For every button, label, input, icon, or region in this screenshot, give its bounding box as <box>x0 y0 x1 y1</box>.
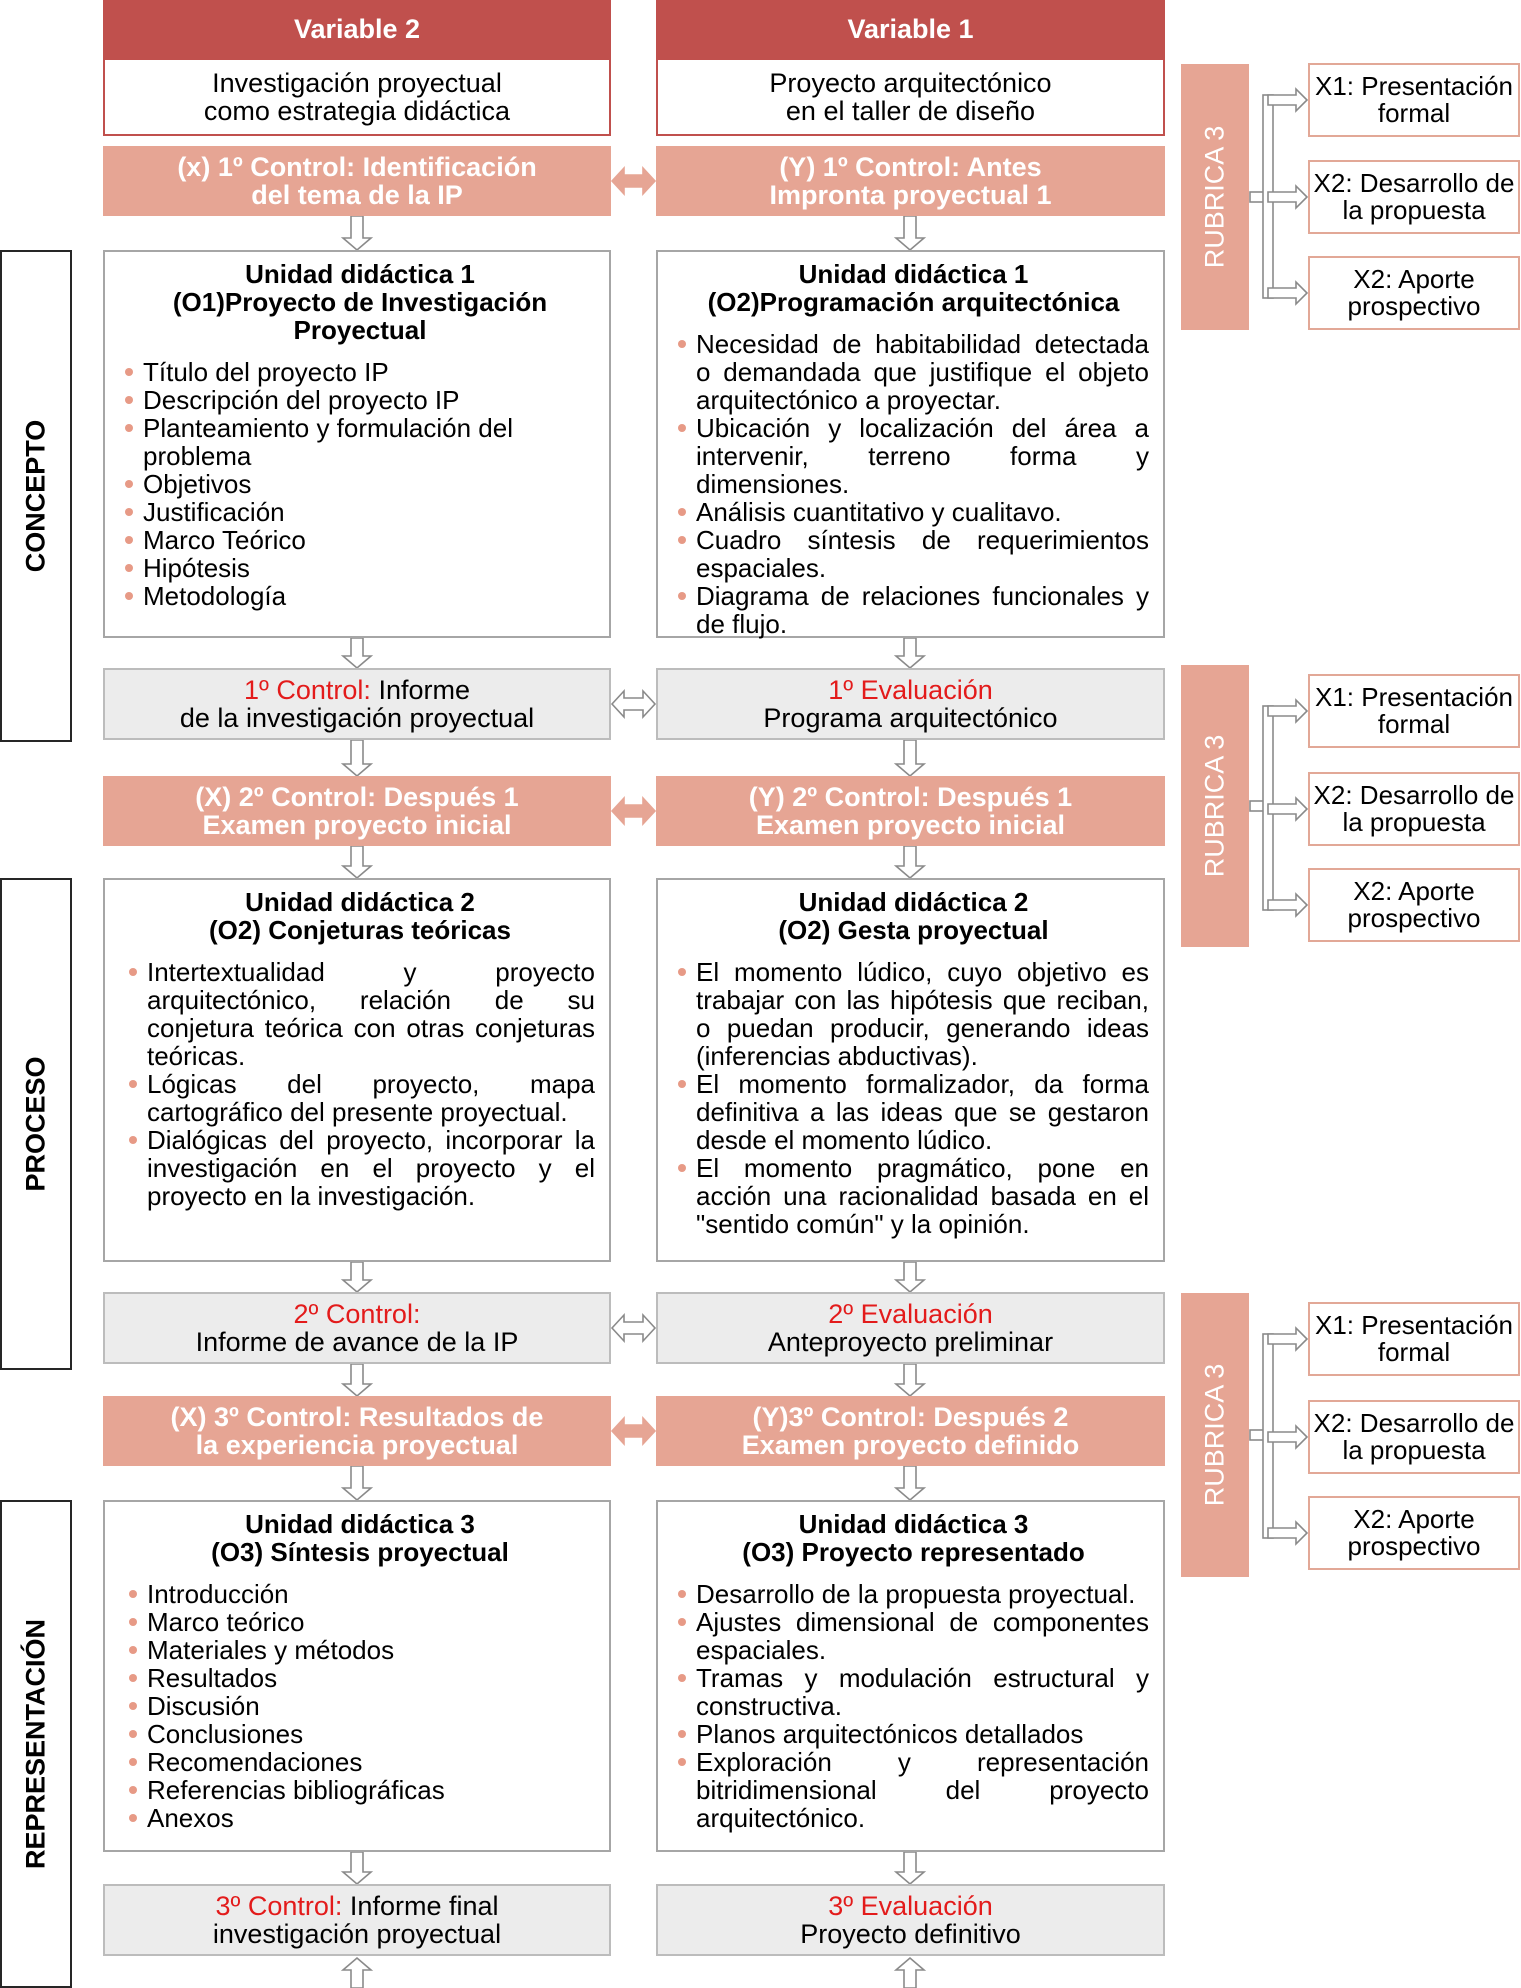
list-item-text: Marco Teórico <box>143 525 306 555</box>
phase-label: PROCESO <box>20 1056 51 1192</box>
criterion-line: X2: Desarrollo de <box>1313 168 1515 198</box>
bullet-icon <box>678 340 686 348</box>
rubric-label: RUBRICA 3 <box>1199 1363 1230 1507</box>
list-item-text: Desarrollo de la propuesta proyectual. <box>696 1579 1136 1609</box>
rubric-label: RUBRICA 3 <box>1199 125 1230 269</box>
down-arrow-icon <box>896 1262 924 1292</box>
list-item <box>129 958 595 1070</box>
control-3-left <box>103 1396 611 1466</box>
subtitle-line: Investigación proyectual <box>212 68 502 98</box>
list-item <box>129 1748 595 1776</box>
variable-2-subtitle <box>103 58 611 136</box>
subtitle-line: como estrategia didáctica <box>203 96 511 126</box>
phase-proceso <box>0 878 72 1370</box>
control-line: del tema de la IP <box>251 180 463 210</box>
eval-highlight: 2º Evaluación <box>828 1299 993 1329</box>
eval-highlight: 1º Evaluación <box>828 675 993 705</box>
right-arrow-icon <box>1268 1328 1307 1350</box>
list-item-text: Necesidad de habitabilidad detectada o demandada que justifique el objeto arquitectónico a proyectar. <box>696 329 1149 415</box>
bullet-icon <box>678 1080 686 1088</box>
list-item <box>678 582 1149 638</box>
bullet-icon <box>678 1758 686 1766</box>
control-2-left <box>103 776 611 846</box>
bullet-icon <box>678 508 686 516</box>
double-arrow-icon <box>612 798 655 824</box>
list-item <box>129 1776 595 1804</box>
control-line: Examen proyecto inicial <box>202 810 512 840</box>
control-line: Examen proyecto definido <box>741 1430 1080 1460</box>
list-item-text: Exploración y representación bitridimensional del proyecto arquitectónico. <box>696 1747 1149 1833</box>
control-line: (Y) 2º Control: Después 1 <box>748 782 1073 812</box>
criterion-x2-desarrollo <box>1308 160 1520 234</box>
down-arrow-icon <box>343 1364 371 1396</box>
right-arrow-icon <box>1268 700 1307 722</box>
list-item-text: Ubicación y localización del área a intervenir, terreno forma y dimensiones. <box>696 413 1149 499</box>
control-1-left <box>103 146 611 216</box>
bullet-icon <box>129 1730 137 1738</box>
list-item-text: Planteamiento y formulación del problema <box>143 413 513 471</box>
phase-concepto <box>0 250 72 742</box>
control-line: (X) 3º Control: Resultados de <box>170 1402 544 1432</box>
control-line: Impronta proyectual 1 <box>769 180 1052 210</box>
criterion-x2-aporte <box>1308 1496 1520 1570</box>
criterion-line: X2: Aporte <box>1353 1504 1475 1534</box>
unit-item-list <box>678 330 1149 638</box>
variable-1-header: Variable 1 <box>656 0 1165 58</box>
list-item <box>678 1580 1149 1608</box>
criterion-x2-aporte <box>1308 256 1520 330</box>
unit-item-list <box>125 1580 595 1832</box>
down-arrow-icon <box>343 740 371 776</box>
criterion-x2-desarrollo <box>1308 772 1520 846</box>
criterion-line: X2: Desarrollo de <box>1313 780 1515 810</box>
list-item <box>678 526 1149 582</box>
right-arrow-icon <box>1268 1522 1307 1544</box>
right-arrow-icon <box>1268 89 1307 111</box>
right-arrow-icon <box>1268 282 1307 304</box>
list-item <box>125 414 595 470</box>
unit-subtitle: (O2) Gesta proyectual <box>778 915 1049 945</box>
list-item <box>129 1720 595 1748</box>
list-item-text: Título del proyecto IP <box>143 357 389 387</box>
subtitle-line: Proyecto arquitectónico <box>769 68 1052 98</box>
unit-subtitle: (O2)Programación arquitectónica <box>707 287 1120 317</box>
criterion-line: prospectivo <box>1347 903 1481 933</box>
eval-line-1 <box>828 676 992 704</box>
right-arrow-icon <box>1268 1426 1307 1448</box>
double-arrow-icon <box>612 1418 655 1444</box>
list-item <box>125 498 595 526</box>
bullet-icon <box>129 1590 137 1598</box>
criterion-x1 <box>1308 63 1520 137</box>
right-arrow-icon <box>1268 186 1307 208</box>
unit-subtitle: (O2) Conjeturas teóricas <box>209 915 511 945</box>
variable-1-subtitle <box>656 58 1165 136</box>
double-arrow-icon <box>612 691 655 717</box>
list-item-text: Introducción <box>147 1579 289 1609</box>
criterion-x1 <box>1308 674 1520 748</box>
unit-3-left <box>103 1500 611 1852</box>
control-line: (x) 1º Control: Identificación <box>177 152 537 182</box>
list-item <box>129 1636 595 1664</box>
bullet-icon <box>129 1674 137 1682</box>
unit-title: Unidad didáctica 1 <box>245 259 475 289</box>
criterion-line: la propuesta <box>1342 807 1486 837</box>
bullet-icon <box>678 968 686 976</box>
list-item-text: Ajustes dimensional de componentes espaciales. <box>696 1607 1149 1665</box>
list-item-text: Análisis cuantitativo y cualitavo. <box>696 497 1062 527</box>
list-item-text: Marco teórico <box>147 1607 305 1637</box>
criterion-x2-desarrollo <box>1308 1400 1520 1474</box>
unit-1-right <box>656 250 1165 638</box>
list-item <box>125 358 595 386</box>
bullet-icon <box>678 424 686 432</box>
criterion-line: prospectivo <box>1347 1531 1481 1561</box>
down-arrow-icon <box>343 1466 371 1500</box>
unit-subtitle: (O3) Síntesis proyectual <box>211 1537 509 1567</box>
criterion-line: formal <box>1377 98 1451 128</box>
bullet-icon <box>125 424 133 432</box>
eval-highlight: 2º Control: <box>293 1299 421 1329</box>
list-item <box>125 526 595 554</box>
down-arrow-icon <box>896 1852 924 1884</box>
bullet-icon <box>129 1786 137 1794</box>
list-item-text: Intertextualidad y proyecto arquitectónico, relación de su conjetura teórica con otras conjeturas teóricas. <box>147 957 595 1071</box>
list-item <box>678 1720 1149 1748</box>
criterion-line: prospectivo <box>1347 291 1481 321</box>
eval-highlight: 1º Control: <box>244 675 371 705</box>
unit-subtitle: (O1)Proyecto de Investigación Proyectual <box>172 287 548 345</box>
list-item-text: Resultados <box>147 1663 278 1693</box>
down-arrow-icon <box>896 846 924 878</box>
list-item-text: Cuadro síntesis de requerimientos espaciales. <box>696 525 1149 583</box>
list-item <box>678 1748 1149 1832</box>
bullet-icon <box>129 1618 137 1626</box>
eval-line-1 <box>828 1300 992 1328</box>
bullet-icon <box>129 1080 137 1088</box>
bullet-icon <box>125 508 133 516</box>
bullet-icon <box>678 1730 686 1738</box>
unit-title: Unidad didáctica 3 <box>798 1509 1029 1539</box>
criterion-x2-aporte <box>1308 868 1520 942</box>
list-item-text: El momento pragmático, pone en acción una racionalidad basada en el "sentido común" y la opinión. <box>696 1153 1149 1239</box>
bullet-icon <box>125 368 133 376</box>
bullet-icon <box>678 1590 686 1598</box>
criterion-line: X1: Presentación <box>1314 682 1513 712</box>
phase-label: CONCEPTO <box>20 419 51 573</box>
bullet-icon <box>678 1674 686 1682</box>
eval-rest: Informe final <box>342 1891 499 1921</box>
list-item-text: El momento formalizador, da forma definitiva a las ideas que se gestaron desde el momento lúdico. <box>696 1069 1149 1155</box>
rubric-2 <box>1181 665 1249 947</box>
up-arrow-icon <box>343 1958 371 1988</box>
down-arrow-icon <box>896 1364 924 1396</box>
unit-title: Unidad didáctica 1 <box>798 259 1029 289</box>
unit-title: Unidad didáctica 2 <box>798 887 1029 917</box>
list-item-text: Materiales y métodos <box>147 1635 395 1665</box>
bullet-icon <box>125 396 133 404</box>
bullet-icon <box>678 592 686 600</box>
list-item <box>678 330 1149 414</box>
unit-title: Unidad didáctica 2 <box>245 887 475 917</box>
double-arrow-icon <box>612 168 655 194</box>
criterion-line: X1: Presentación <box>1314 71 1513 101</box>
list-item-text: Objetivos <box>143 469 252 499</box>
down-arrow-icon <box>896 638 924 668</box>
control-line: (Y)3º Control: Después 2 <box>752 1402 1069 1432</box>
bullet-icon <box>129 1758 137 1766</box>
bullet-icon <box>678 1618 686 1626</box>
bullet-icon <box>129 1646 137 1654</box>
up-arrow-icon <box>896 1958 924 1988</box>
list-item-text: Hipótesis <box>143 553 250 583</box>
control-line: (X) 2º Control: Después 1 <box>195 782 519 812</box>
eval-line-1 <box>828 1892 992 1920</box>
double-arrow-icon <box>612 1315 655 1341</box>
list-item <box>125 386 595 414</box>
unit-item-list <box>678 1580 1149 1832</box>
list-item <box>678 1608 1149 1664</box>
list-item <box>678 498 1149 526</box>
list-item <box>678 958 1149 1070</box>
list-item <box>125 554 595 582</box>
control-2-right <box>656 776 1165 846</box>
list-item-text: Lógicas del proyecto, mapa cartográfico del presente proyectual. <box>147 1069 595 1127</box>
list-item <box>129 1580 595 1608</box>
bullet-icon <box>678 1164 686 1172</box>
control-line: (Y) 1º Control: Antes <box>779 152 1042 182</box>
list-item-text: Referencias bibliográficas <box>147 1775 445 1805</box>
bullet-icon <box>129 1136 137 1144</box>
control-line: la experiencia proyectual <box>195 1430 519 1460</box>
criterion-line: X2: Aporte <box>1353 264 1475 294</box>
list-item <box>129 1692 595 1720</box>
criterion-line: X2: Desarrollo de <box>1313 1408 1515 1438</box>
bullet-icon <box>678 536 686 544</box>
variable-2-header: Variable 2 <box>103 0 611 58</box>
subtitle-line: en el taller de diseño <box>785 96 1036 126</box>
unit-2-right <box>656 878 1165 1262</box>
evaluation-3-right <box>656 1884 1165 1956</box>
unit-subtitle: (O3) Proyecto representado <box>742 1537 1085 1567</box>
down-arrow-icon <box>343 1262 371 1292</box>
evaluation-2-left <box>103 1292 611 1364</box>
list-item-text: Descripción del proyecto IP <box>143 385 460 415</box>
right-arrow-icon <box>1268 894 1307 916</box>
down-arrow-icon <box>343 638 371 668</box>
bullet-icon <box>125 592 133 600</box>
list-item <box>678 414 1149 498</box>
eval-line-2: Anteproyecto preliminar <box>767 1327 1054 1357</box>
criterion-line: formal <box>1377 1337 1451 1367</box>
list-item <box>125 470 595 498</box>
rubric-3 <box>1181 1293 1249 1577</box>
list-item <box>129 1608 595 1636</box>
eval-line-2: investigación proyectual <box>212 1919 502 1949</box>
list-item <box>129 1664 595 1692</box>
eval-line-1 <box>244 676 470 704</box>
list-item-text: Anexos <box>147 1803 234 1833</box>
list-item-text: Recomendaciones <box>147 1747 363 1777</box>
criterion-line: la propuesta <box>1342 195 1486 225</box>
unit-item-list <box>125 358 595 610</box>
evaluation-3-left <box>103 1884 611 1956</box>
list-item-text: Discusión <box>147 1691 260 1721</box>
eval-line-2: Proyecto definitivo <box>800 1919 1021 1949</box>
down-arrow-icon <box>896 216 924 250</box>
down-arrow-icon <box>343 1852 371 1884</box>
list-item-text: Dialógicas del proyecto, incorporar la investigación en el proyecto y el proyecto en la investigación. <box>147 1125 595 1211</box>
list-item-text: Diagrama de relaciones funcionales y de flujo. <box>696 581 1149 639</box>
bullet-icon <box>125 536 133 544</box>
rubric-1 <box>1181 64 1249 330</box>
control-3-right <box>656 1396 1165 1466</box>
down-arrow-icon <box>896 1466 924 1500</box>
list-item <box>678 1070 1149 1154</box>
unit-1-left <box>103 250 611 638</box>
eval-line-2: Informe de avance de la IP <box>195 1327 519 1357</box>
bullet-icon <box>129 1814 137 1822</box>
criterion-line: X2: Aporte <box>1353 876 1475 906</box>
control-line: Examen proyecto inicial <box>755 810 1066 840</box>
criterion-line: la propuesta <box>1342 1435 1486 1465</box>
bullet-icon <box>129 1702 137 1710</box>
list-item <box>129 1070 595 1126</box>
list-item-text: El momento lúdico, cuyo objetivo es trabajar con las hipótesis que reciban, o puedan producir, generando ideas (inferencias abductivas). <box>696 957 1149 1071</box>
bullet-icon <box>125 480 133 488</box>
list-item-text: Conclusiones <box>147 1719 304 1749</box>
evaluation-1-left <box>103 668 611 740</box>
down-arrow-icon <box>343 846 371 878</box>
eval-line-2: de la investigación proyectual <box>179 703 535 733</box>
rubric-label: RUBRICA 3 <box>1199 734 1230 878</box>
criterion-line: formal <box>1377 709 1451 739</box>
list-item <box>678 1664 1149 1720</box>
bullet-icon <box>129 968 137 976</box>
unit-item-list <box>125 958 595 1210</box>
right-arrow-icon <box>1268 798 1307 820</box>
phase-label: REPRESENTACIÓN <box>20 1618 51 1870</box>
list-item <box>129 1126 595 1210</box>
unit-item-list <box>678 958 1149 1238</box>
down-arrow-icon <box>343 216 371 250</box>
evaluation-2-right <box>656 1292 1165 1364</box>
phase-representacion <box>0 1500 72 1988</box>
eval-highlight: 3º Evaluación <box>828 1891 993 1921</box>
eval-line-2: Programa arquitectónico <box>763 703 1058 733</box>
list-item-text: Planos arquitectónicos detallados <box>696 1719 1084 1749</box>
unit-2-left <box>103 878 611 1262</box>
unit-3-right <box>656 1500 1165 1852</box>
eval-highlight: 3º Control: <box>215 1891 343 1921</box>
evaluation-1-right <box>656 668 1165 740</box>
down-arrow-icon <box>896 740 924 776</box>
list-item <box>125 582 595 610</box>
criterion-line: X1: Presentación <box>1314 1310 1513 1340</box>
list-item <box>678 1154 1149 1238</box>
list-item-text: Metodología <box>143 581 287 611</box>
list-item <box>129 1804 595 1832</box>
eval-rest: Informe <box>370 675 470 705</box>
control-1-right <box>656 146 1165 216</box>
criterion-x1 <box>1308 1302 1520 1376</box>
list-item-text: Tramas y modulación estructural y constructiva. <box>696 1663 1149 1721</box>
list-item-text: Justificación <box>143 497 285 527</box>
unit-title: Unidad didáctica 3 <box>245 1509 475 1539</box>
bullet-icon <box>125 564 133 572</box>
eval-line-1 <box>294 1300 421 1328</box>
eval-line-1 <box>216 1892 499 1920</box>
